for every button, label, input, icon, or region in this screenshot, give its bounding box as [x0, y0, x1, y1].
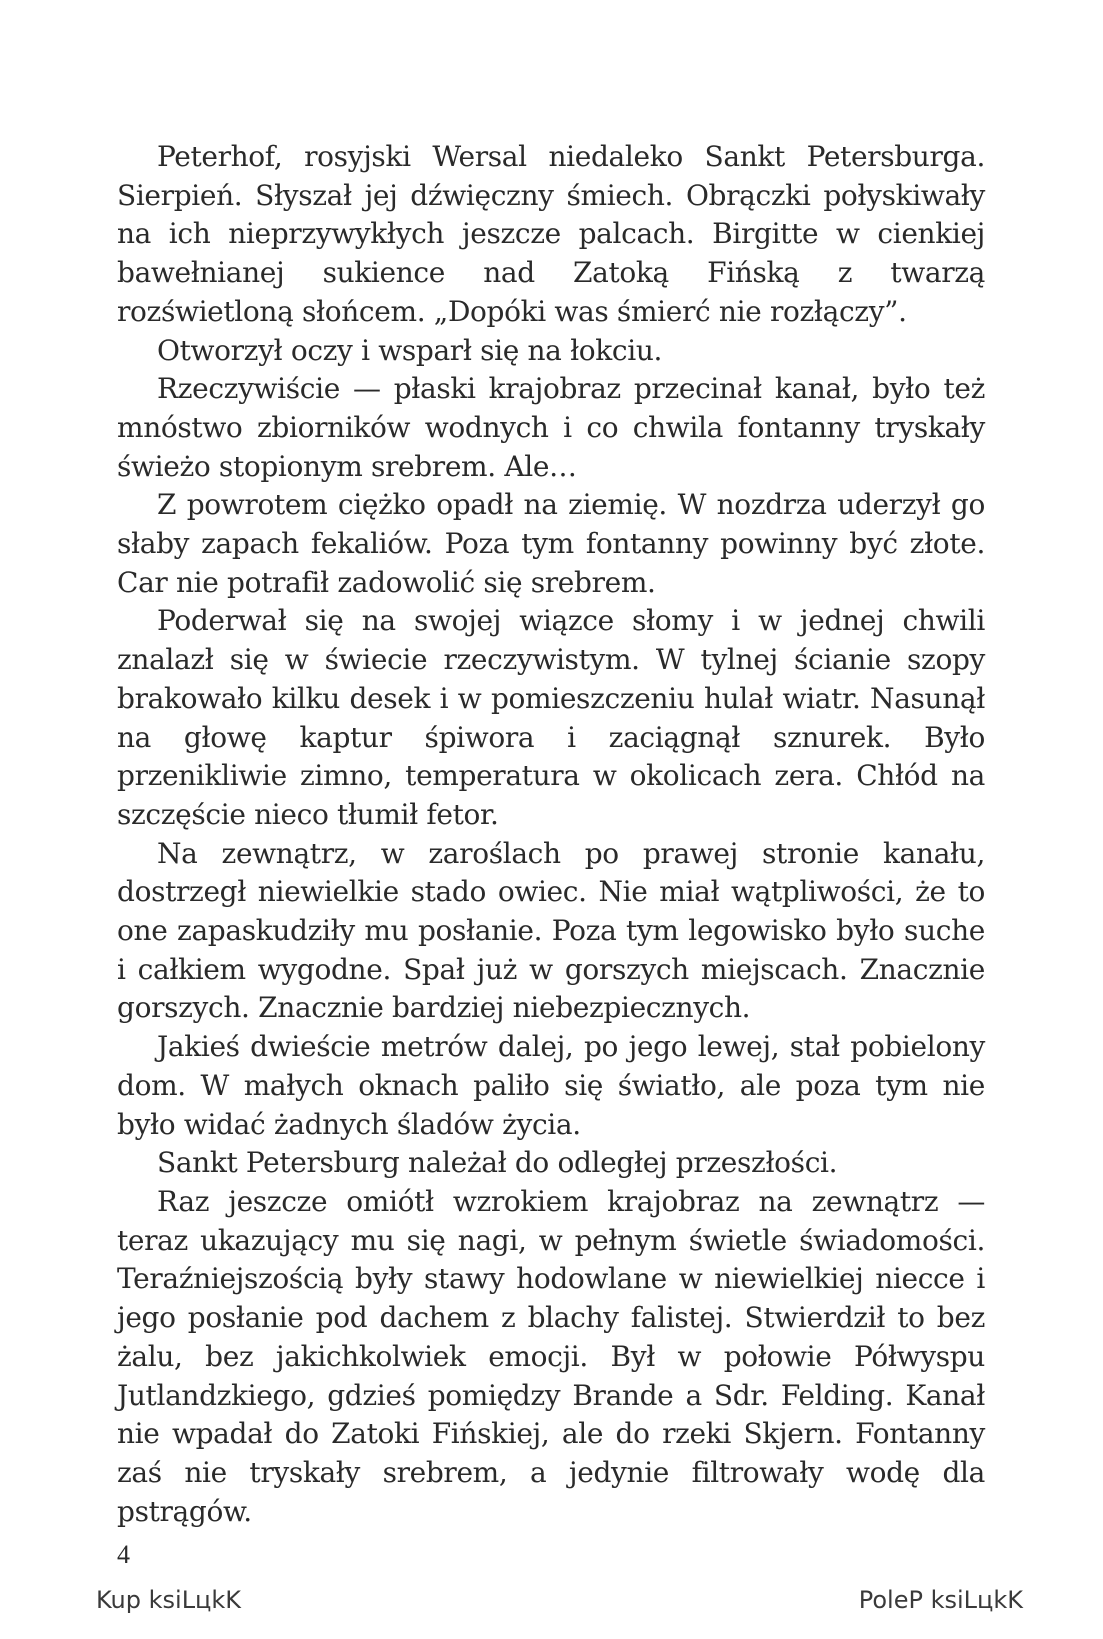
- paragraph: Otworzył oczy i wsparł się na łokciu.: [157, 333, 663, 367]
- paragraph: Na zewnątrz, w zaroślach po prawej stronie kanału, dostrzegł niewielkie stado owiec. Nie miał wątpliwości, że to one zapaskudziły mu posłanie. Poza tym legowisko było suche i całkiem wygodne. Spał już w gorszych miejscach. Znacznie gorszych. Znacznie bardziej niebezpiecznych.: [117, 836, 985, 1025]
- paragraph: Rzeczywiście — płaski krajobraz przecinał kanał, było też mnóstwo zbiorników wodnych i co chwila fontanny tryskały świeżo stopionym srebrem. Ale…: [117, 372, 985, 483]
- paragraph: Z powrotem ciężko opadł na ziemię. W nozdrza uderzył go słaby zapach fekaliów. Poza tym fontanny powinny być złote. Car nie potrafił zadowolić się srebrem.: [117, 488, 985, 599]
- paragraph: Peterhof, rosyjski Wersal niedaleko Sankt Petersburga. Sierpień. Słyszał jej dźwięczny śmiech. Obrączki połyskiwały na ich nieprzywykłych jeszcze palcach. Birgitte w cienkiej bawełnianej sukience nad Zatoką Fińską z twarzą rozświetloną słońcem. „Dopóki was śmierć nie rozłączy”.: [117, 140, 985, 328]
- body-text: [117, 138, 985, 1531]
- page-number: 4: [117, 1540, 130, 1569]
- paragraph: Poderwał się na swojej wiązce słomy i w jednej chwili znalazł się w świecie rzeczywistym. W tylnej ścianie szopy brakowało kilku desek i w pomieszczeniu hulał wiatr. Nasunął na głowę kaptur śpiwora i zaciągnął sznurek. Było przenikliwie zimno, temperatura w okolicach zera. Chłód na szczęście nieco tłumił fetor.: [117, 604, 985, 831]
- paragraph: Sankt Petersburg należał do odległej przeszłości.: [157, 1146, 838, 1180]
- paragraph: Raz jeszcze omiótł wzrokiem krajobraz na zewnątrz — teraz ukazujący mu się nagi, w pełnym świetle świadomości. Teraźniejszością były stawy hodowlane w niewielkiej niecce i jego posłanie pod dachem z blachy falistej. Stwierdził to bez żalu, bez jakichkolwiek emocji. Był w połowie Półwyspu Jutlandzkiego, gdzieś pomiędzy Brande a Sdr. Felding. Kanał nie wpadał do Zatoki Fińskiej, ale do rzeki Skjern. Fontanny zaś nie tryskały srebrem, a jedynie filtrowały wodę dla pstrągów.: [117, 1184, 985, 1528]
- recommend-book-link[interactable]: PoleP ksiLцkK: [858, 1586, 1023, 1614]
- buy-book-link[interactable]: Kup ksiLцkK: [96, 1586, 242, 1614]
- paragraph: Jakieś dwieście metrów dalej, po jego lewej, stał pobielony dom. W małych oknach paliło się światło, ale poza tym nie było widać żadnych śladów życia.: [117, 1030, 985, 1141]
